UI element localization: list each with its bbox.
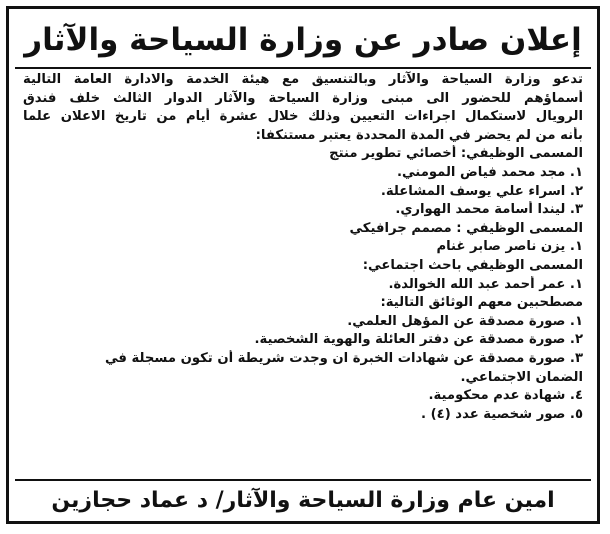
document-list-item: ٥. صور شخصية عدد (٤) . [420,406,583,422]
candidate-list-item: ١. يزن ناصر صابر غنام [436,239,583,255]
candidate-list-item: ٣. ليندا أسامة محمد الهواري. [395,202,583,218]
intro-line: بأنه من لم يحضر في المدة المحددة يعتبر مستنكفا: [255,127,583,143]
title-divider [15,67,591,69]
signature-line: امين عام وزارة السياحة والآثار/ د عماد حجازين [51,488,555,513]
document-list-item: الضمان الاجتماعي. [460,369,583,385]
document-list-item: ١. صورة مصدقة عن المؤهل العلمي. [347,313,583,329]
announcement-title: إعلان صادر عن وزارة السياحة والآثار [24,22,582,58]
intro-line: الرويال لاستكمال اجراءات التعيين وذلك خلال عشرة أيام من تاريخ الاعلان علما [23,109,583,125]
document-list-item: ٢. صورة مصدقة عن دفتر العائلة والهوية الشخصية. [254,332,583,348]
section-heading-graphic-designer: المسمى الوظيفي : مصمم جرافيكي [349,220,583,236]
announcement-body [23,71,583,424]
document-list-item: ٣. صورة مصدقة عن شهادات الخبرة ان وجدت شريطة أن تكون مسجلة في [104,350,583,366]
candidate-list-item: ٢. اسراء علي يوسف المشاعلة. [380,183,583,199]
intro-line: أسماؤهم للحضور الى مبنى وزارة السياحة والآثار الدوار الثالث خلف فندق [23,90,583,106]
document-list-item: ٤. شهادة عدم محكومية. [428,388,583,404]
section-heading-product-dev: المسمى الوظيفي: أخصائي تطوير منتج [329,146,583,162]
section-heading-social-researcher: المسمى الوظيفي باحث اجتماعي: [362,257,583,273]
candidate-list-item: ١. مجد محمد فياض المومني. [396,164,583,180]
signature-divider [15,479,591,481]
candidate-list-item: ١. عمر أحمد عبد الله الخوالدة. [388,276,583,292]
announcement-box [6,6,600,524]
intro-line: تدعو وزارة السياحة والآثار وبالتنسيق مع هيئة الخدمة والادارة العامة التالية [23,72,583,87]
documents-heading: مصطحبين معهم الوثائق التالية: [380,295,583,311]
